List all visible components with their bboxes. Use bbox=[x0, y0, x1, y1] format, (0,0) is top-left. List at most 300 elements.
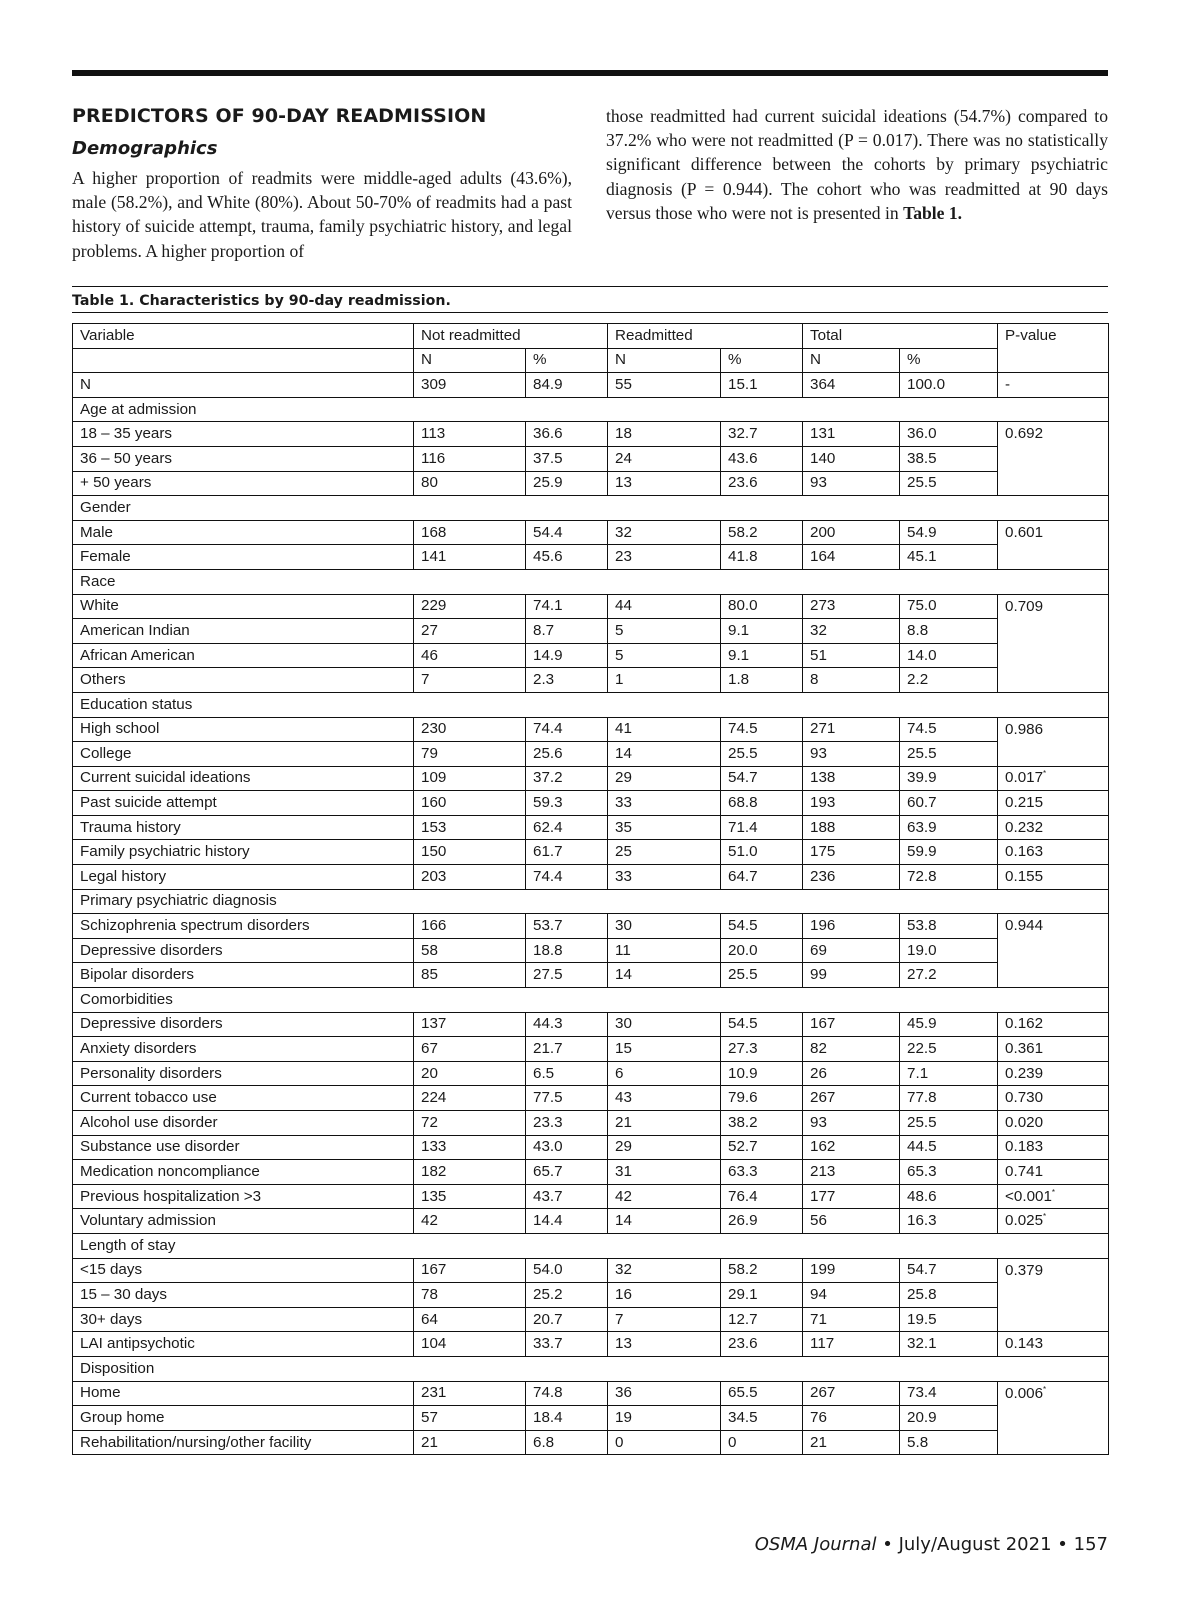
readmitted-pct: 23.6 bbox=[721, 1332, 803, 1357]
readmitted-n: 25 bbox=[608, 840, 721, 865]
p-value-text: 0.020 bbox=[1005, 1113, 1044, 1131]
total-n: 71 bbox=[803, 1307, 900, 1332]
not-readmitted-n: 85 bbox=[414, 963, 526, 988]
readmitted-pct: 63.3 bbox=[721, 1160, 803, 1185]
total-n: 196 bbox=[803, 914, 900, 939]
table-row bbox=[73, 815, 1109, 840]
total-n: 32 bbox=[803, 619, 900, 644]
readmitted-n: 5 bbox=[608, 643, 721, 668]
total-n: 164 bbox=[803, 545, 900, 570]
total-pct: 2.2 bbox=[900, 668, 998, 693]
variable-cell: <15 days bbox=[73, 1258, 414, 1283]
section-title-row bbox=[73, 692, 1109, 717]
p-value-text: 0.741 bbox=[1005, 1162, 1044, 1180]
table-row bbox=[73, 1012, 1109, 1037]
p-value-cell bbox=[998, 1135, 1109, 1160]
readmitted-n: 14 bbox=[608, 963, 721, 988]
total-pct: 25.8 bbox=[900, 1283, 998, 1308]
p-value-cell bbox=[998, 766, 1109, 791]
table-row bbox=[73, 446, 1109, 471]
not-readmitted-n: 133 bbox=[414, 1135, 526, 1160]
variable-cell: Trauma history bbox=[73, 815, 414, 840]
readmitted-n: 14 bbox=[608, 742, 721, 767]
variable-cell: 36 – 50 years bbox=[73, 446, 414, 471]
table-row bbox=[73, 1111, 1109, 1136]
not-readmitted-pct: 45.6 bbox=[526, 545, 608, 570]
readmitted-pct: 25.5 bbox=[721, 742, 803, 767]
readmitted-pct: 9.1 bbox=[721, 643, 803, 668]
not-readmitted-pct: 18.8 bbox=[526, 938, 608, 963]
p-value-cell bbox=[998, 1037, 1109, 1062]
total-n: 267 bbox=[803, 1381, 900, 1406]
variable-cell: Anxiety disorders bbox=[73, 1037, 414, 1062]
readmitted-n: 44 bbox=[608, 594, 721, 619]
readmitted-n: 19 bbox=[608, 1406, 721, 1431]
table-reference: Table 1. bbox=[903, 202, 963, 223]
not-readmitted-n: 230 bbox=[414, 717, 526, 742]
not-readmitted-n: 58 bbox=[414, 938, 526, 963]
readmitted-n: 13 bbox=[608, 471, 721, 496]
not-readmitted-n: 104 bbox=[414, 1332, 526, 1357]
significance-marker: * bbox=[1043, 1212, 1047, 1222]
readmitted-pct: 0 bbox=[721, 1430, 803, 1455]
not-readmitted-n: 141 bbox=[414, 545, 526, 570]
readmitted-n: 15 bbox=[608, 1037, 721, 1062]
total-n: 175 bbox=[803, 840, 900, 865]
p-value-cell bbox=[998, 1258, 1109, 1332]
section-title: Comorbidities bbox=[73, 988, 1109, 1013]
readmitted-n: 29 bbox=[608, 1135, 721, 1160]
not-readmitted-n: 166 bbox=[414, 914, 526, 939]
total-n: 177 bbox=[803, 1184, 900, 1209]
p-value-text: 0.692 bbox=[1005, 425, 1044, 443]
not-readmitted-n: 224 bbox=[414, 1086, 526, 1111]
not-readmitted-n: 20 bbox=[414, 1061, 526, 1086]
not-readmitted-pct: 74.4 bbox=[526, 717, 608, 742]
p-value-cell bbox=[998, 1086, 1109, 1111]
total-pct: 38.5 bbox=[900, 446, 998, 471]
total-n: 117 bbox=[803, 1332, 900, 1357]
total-n: 82 bbox=[803, 1037, 900, 1062]
variable-cell: African American bbox=[73, 643, 414, 668]
not-readmitted-pct: 74.4 bbox=[526, 865, 608, 890]
section-title: Primary psychiatric diagnosis bbox=[73, 889, 1109, 914]
table-row bbox=[73, 1258, 1109, 1283]
variable-cell: Bipolar disorders bbox=[73, 963, 414, 988]
total-n: 364 bbox=[803, 373, 900, 398]
not-readmitted-pct: 14.9 bbox=[526, 643, 608, 668]
variable-cell: Personality disorders bbox=[73, 1061, 414, 1086]
table-row bbox=[73, 717, 1109, 742]
total-pct: 100.0 bbox=[900, 373, 998, 398]
not-readmitted-n: 203 bbox=[414, 865, 526, 890]
total-pct: 59.9 bbox=[900, 840, 998, 865]
readmitted-pct: 74.5 bbox=[721, 717, 803, 742]
journal-issue: July/August 2021 bbox=[898, 1534, 1052, 1555]
p-value-text: 0.143 bbox=[1005, 1335, 1044, 1353]
variable-cell: Voluntary admission bbox=[73, 1209, 414, 1234]
table-row bbox=[73, 1430, 1109, 1455]
not-readmitted-n: 78 bbox=[414, 1283, 526, 1308]
not-readmitted-pct: 25.2 bbox=[526, 1283, 608, 1308]
p-value-text: 0.239 bbox=[1005, 1064, 1044, 1082]
right-column bbox=[606, 104, 1108, 225]
p-value-cell bbox=[998, 865, 1109, 890]
p-value-cell bbox=[998, 914, 1109, 988]
p-value-cell bbox=[998, 1111, 1109, 1136]
total-pct: 74.5 bbox=[900, 717, 998, 742]
table-row bbox=[73, 619, 1109, 644]
total-n: 131 bbox=[803, 422, 900, 447]
readmitted-pct: 41.8 bbox=[721, 545, 803, 570]
section-title: Length of stay bbox=[73, 1233, 1109, 1258]
variable-cell: Past suicide attempt bbox=[73, 791, 414, 816]
table-row bbox=[73, 471, 1109, 496]
total-n: 162 bbox=[803, 1135, 900, 1160]
section-title: Gender bbox=[73, 496, 1109, 521]
not-readmitted-n: 21 bbox=[414, 1430, 526, 1455]
total-n: 93 bbox=[803, 471, 900, 496]
readmitted-n: 33 bbox=[608, 791, 721, 816]
readmitted-pct: 32.7 bbox=[721, 422, 803, 447]
not-readmitted-pct: 25.6 bbox=[526, 742, 608, 767]
total-pct: 16.3 bbox=[900, 1209, 998, 1234]
footer-bullet: • bbox=[882, 1534, 893, 1555]
variable-cell: Depressive disorders bbox=[73, 1012, 414, 1037]
variable-cell: Female bbox=[73, 545, 414, 570]
table-row bbox=[73, 545, 1109, 570]
variable-cell: Rehabilitation/nursing/other facility bbox=[73, 1430, 414, 1455]
right-paragraph-text: those readmitted had current suicidal ideations (54.7%) compared to 37.2% who were not readmitted (P = 0.017). There was no statistically significant difference between the cohorts by primary psychiatric diagnosis (P = 0.944). The cohort who was readmitted at 90 days versus those who were not is presented in bbox=[606, 106, 1108, 223]
not-readmitted-n: 182 bbox=[414, 1160, 526, 1185]
readmitted-n: 23 bbox=[608, 545, 721, 570]
readmitted-n: 7 bbox=[608, 1307, 721, 1332]
p-value-cell bbox=[998, 717, 1109, 766]
variable-cell: Current suicidal ideations bbox=[73, 766, 414, 791]
p-value-cell bbox=[998, 815, 1109, 840]
readmitted-pct: 9.1 bbox=[721, 619, 803, 644]
readmitted-n: 0 bbox=[608, 1430, 721, 1455]
header-p-value: P-value bbox=[998, 324, 1109, 373]
p-value-text: 0.944 bbox=[1005, 917, 1044, 935]
total-pct: 36.0 bbox=[900, 422, 998, 447]
variable-cell: Previous hospitalization >3 bbox=[73, 1184, 414, 1209]
table-row bbox=[73, 1086, 1109, 1111]
readmitted-pct: 20.0 bbox=[721, 938, 803, 963]
table-row bbox=[73, 1307, 1109, 1332]
not-readmitted-n: 42 bbox=[414, 1209, 526, 1234]
variable-cell: Schizophrenia spectrum disorders bbox=[73, 914, 414, 939]
total-n: 21 bbox=[803, 1430, 900, 1455]
total-n: 99 bbox=[803, 963, 900, 988]
readmitted-pct: 80.0 bbox=[721, 594, 803, 619]
readmitted-n: 30 bbox=[608, 1012, 721, 1037]
readmitted-n: 24 bbox=[608, 446, 721, 471]
p-value-text: 0.183 bbox=[1005, 1138, 1044, 1156]
variable-cell: 30+ days bbox=[73, 1307, 414, 1332]
readmitted-pct: 58.2 bbox=[721, 520, 803, 545]
readmitted-pct: 26.9 bbox=[721, 1209, 803, 1234]
p-value-cell bbox=[998, 1184, 1109, 1209]
total-n: 167 bbox=[803, 1012, 900, 1037]
variable-cell: Legal history bbox=[73, 865, 414, 890]
subheader-pct: % bbox=[900, 348, 998, 373]
not-readmitted-n: 137 bbox=[414, 1012, 526, 1037]
not-readmitted-n: 7 bbox=[414, 668, 526, 693]
p-value-text: 0.017 bbox=[1005, 769, 1044, 787]
not-readmitted-n: 64 bbox=[414, 1307, 526, 1332]
readmitted-pct: 34.5 bbox=[721, 1406, 803, 1431]
readmitted-n: 32 bbox=[608, 1258, 721, 1283]
not-readmitted-n: 309 bbox=[414, 373, 526, 398]
right-paragraph bbox=[606, 104, 1108, 225]
significance-marker: * bbox=[1043, 769, 1047, 779]
not-readmitted-n: 57 bbox=[414, 1406, 526, 1431]
total-pct: 48.6 bbox=[900, 1184, 998, 1209]
not-readmitted-pct: 18.4 bbox=[526, 1406, 608, 1431]
not-readmitted-n: 80 bbox=[414, 471, 526, 496]
total-n: 273 bbox=[803, 594, 900, 619]
not-readmitted-pct: 84.9 bbox=[526, 373, 608, 398]
not-readmitted-pct: 62.4 bbox=[526, 815, 608, 840]
not-readmitted-pct: 37.2 bbox=[526, 766, 608, 791]
not-readmitted-n: 167 bbox=[414, 1258, 526, 1283]
readmitted-n: 31 bbox=[608, 1160, 721, 1185]
p-value-text: 0.361 bbox=[1005, 1040, 1044, 1058]
readmitted-pct: 58.2 bbox=[721, 1258, 803, 1283]
total-pct: 25.5 bbox=[900, 742, 998, 767]
not-readmitted-n: 160 bbox=[414, 791, 526, 816]
total-pct: 45.9 bbox=[900, 1012, 998, 1037]
readmitted-n: 35 bbox=[608, 815, 721, 840]
not-readmitted-pct: 74.1 bbox=[526, 594, 608, 619]
readmitted-n: 32 bbox=[608, 520, 721, 545]
p-value-text: 0.986 bbox=[1005, 720, 1044, 738]
p-value-text: 0.025 bbox=[1005, 1212, 1044, 1230]
table-row bbox=[73, 643, 1109, 668]
readmitted-n: 29 bbox=[608, 766, 721, 791]
readmitted-pct: 25.5 bbox=[721, 963, 803, 988]
not-readmitted-pct: 54.0 bbox=[526, 1258, 608, 1283]
readmitted-pct: 64.7 bbox=[721, 865, 803, 890]
p-value-text: 0.379 bbox=[1005, 1261, 1044, 1279]
variable-cell: Others bbox=[73, 668, 414, 693]
table-row bbox=[73, 520, 1109, 545]
readmitted-n: 14 bbox=[608, 1209, 721, 1234]
readmitted-n: 13 bbox=[608, 1332, 721, 1357]
table-row bbox=[73, 766, 1109, 791]
p-value-cell bbox=[998, 1061, 1109, 1086]
not-readmitted-n: 116 bbox=[414, 446, 526, 471]
p-value-text: 0.163 bbox=[1005, 843, 1044, 861]
readmitted-pct: 54.5 bbox=[721, 914, 803, 939]
variable-cell: 18 – 35 years bbox=[73, 422, 414, 447]
table-row bbox=[73, 914, 1109, 939]
readmitted-pct: 52.7 bbox=[721, 1135, 803, 1160]
total-pct: 77.8 bbox=[900, 1086, 998, 1111]
table-row bbox=[73, 865, 1109, 890]
total-n: 93 bbox=[803, 742, 900, 767]
readmitted-pct: 51.0 bbox=[721, 840, 803, 865]
section-title: Education status bbox=[73, 692, 1109, 717]
readmitted-pct: 27.3 bbox=[721, 1037, 803, 1062]
not-readmitted-n: 109 bbox=[414, 766, 526, 791]
not-readmitted-n: 79 bbox=[414, 742, 526, 767]
not-readmitted-pct: 77.5 bbox=[526, 1086, 608, 1111]
not-readmitted-n: 113 bbox=[414, 422, 526, 447]
not-readmitted-n: 231 bbox=[414, 1381, 526, 1406]
not-readmitted-n: 72 bbox=[414, 1111, 526, 1136]
variable-cell: Current tobacco use bbox=[73, 1086, 414, 1111]
table-row bbox=[73, 1184, 1109, 1209]
section-title: Age at admission bbox=[73, 397, 1109, 422]
table-header-row bbox=[73, 324, 1109, 349]
section-title-row bbox=[73, 889, 1109, 914]
table-row bbox=[73, 742, 1109, 767]
section-title-row bbox=[73, 1356, 1109, 1381]
total-n: 94 bbox=[803, 1283, 900, 1308]
p-value-cell bbox=[998, 422, 1109, 496]
subheader-n: N bbox=[608, 348, 721, 373]
total-pct: 44.5 bbox=[900, 1135, 998, 1160]
total-pct: 54.7 bbox=[900, 1258, 998, 1283]
total-pct: 32.1 bbox=[900, 1332, 998, 1357]
p-value-cell bbox=[998, 1381, 1109, 1455]
section-title-row bbox=[73, 397, 1109, 422]
p-value-text: 0.155 bbox=[1005, 867, 1044, 885]
subheader-pct: % bbox=[526, 348, 608, 373]
p-value-text: 0.601 bbox=[1005, 523, 1044, 541]
p-value-cell bbox=[998, 1012, 1109, 1037]
readmitted-n: 5 bbox=[608, 619, 721, 644]
total-n: 267 bbox=[803, 1086, 900, 1111]
total-n: 271 bbox=[803, 717, 900, 742]
total-pct: 25.5 bbox=[900, 471, 998, 496]
total-pct: 5.8 bbox=[900, 1430, 998, 1455]
significance-marker: * bbox=[1043, 1384, 1047, 1394]
top-rule bbox=[72, 70, 1108, 76]
total-n: 213 bbox=[803, 1160, 900, 1185]
not-readmitted-n: 229 bbox=[414, 594, 526, 619]
subheader-pct: % bbox=[721, 348, 803, 373]
table-row bbox=[73, 1209, 1109, 1234]
variable-cell: N bbox=[73, 373, 414, 398]
table-body bbox=[73, 324, 1109, 1455]
p-value-cell bbox=[998, 1332, 1109, 1357]
subsection-heading: Demographics bbox=[72, 138, 218, 159]
total-n: 193 bbox=[803, 791, 900, 816]
variable-cell: + 50 years bbox=[73, 471, 414, 496]
section-title: Disposition bbox=[73, 1356, 1109, 1381]
section-heading: PREDICTORS OF 90-DAY READMISSION bbox=[72, 105, 487, 127]
not-readmitted-pct: 53.7 bbox=[526, 914, 608, 939]
total-n: 188 bbox=[803, 815, 900, 840]
total-pct: 14.0 bbox=[900, 643, 998, 668]
readmitted-n: 6 bbox=[608, 1061, 721, 1086]
not-readmitted-pct: 43.7 bbox=[526, 1184, 608, 1209]
p-value-text: <0.001 bbox=[1005, 1187, 1052, 1205]
subheader-n: N bbox=[803, 348, 900, 373]
not-readmitted-pct: 8.7 bbox=[526, 619, 608, 644]
p-value-text: 0.232 bbox=[1005, 818, 1044, 836]
readmitted-n: 33 bbox=[608, 865, 721, 890]
total-pct: 19.0 bbox=[900, 938, 998, 963]
readmitted-pct: 68.8 bbox=[721, 791, 803, 816]
total-pct: 20.9 bbox=[900, 1406, 998, 1431]
not-readmitted-pct: 65.7 bbox=[526, 1160, 608, 1185]
total-n: 199 bbox=[803, 1258, 900, 1283]
readmitted-n: 1 bbox=[608, 668, 721, 693]
variable-cell: Group home bbox=[73, 1406, 414, 1431]
variable-cell: Home bbox=[73, 1381, 414, 1406]
not-readmitted-pct: 36.6 bbox=[526, 422, 608, 447]
page-footer bbox=[755, 1534, 1108, 1555]
not-readmitted-pct: 54.4 bbox=[526, 520, 608, 545]
total-n: 93 bbox=[803, 1111, 900, 1136]
readmitted-n: 55 bbox=[608, 373, 721, 398]
readmitted-pct: 43.6 bbox=[721, 446, 803, 471]
not-readmitted-pct: 21.7 bbox=[526, 1037, 608, 1062]
section-title-row bbox=[73, 496, 1109, 521]
variable-cell: American Indian bbox=[73, 619, 414, 644]
total-n: 200 bbox=[803, 520, 900, 545]
table-row bbox=[73, 1135, 1109, 1160]
readmitted-n: 18 bbox=[608, 422, 721, 447]
variable-cell: Alcohol use disorder bbox=[73, 1111, 414, 1136]
p-value-cell bbox=[998, 1160, 1109, 1185]
total-pct: 73.4 bbox=[900, 1381, 998, 1406]
variable-cell: White bbox=[73, 594, 414, 619]
total-pct: 19.5 bbox=[900, 1307, 998, 1332]
total-n: 76 bbox=[803, 1406, 900, 1431]
not-readmitted-pct: 27.5 bbox=[526, 963, 608, 988]
subheader-blank bbox=[73, 348, 414, 373]
not-readmitted-pct: 59.3 bbox=[526, 791, 608, 816]
not-readmitted-pct: 6.5 bbox=[526, 1061, 608, 1086]
significance-marker: * bbox=[1051, 1187, 1056, 1197]
readmitted-pct: 76.4 bbox=[721, 1184, 803, 1209]
total-n: 69 bbox=[803, 938, 900, 963]
total-n: 56 bbox=[803, 1209, 900, 1234]
variable-cell: College bbox=[73, 742, 414, 767]
caption-rule-bottom bbox=[72, 312, 1108, 313]
table-row bbox=[73, 840, 1109, 865]
not-readmitted-pct: 20.7 bbox=[526, 1307, 608, 1332]
not-readmitted-pct: 44.3 bbox=[526, 1012, 608, 1037]
table-row bbox=[73, 1061, 1109, 1086]
not-readmitted-pct: 61.7 bbox=[526, 840, 608, 865]
p-value-cell bbox=[998, 1209, 1109, 1234]
table-subheader-row bbox=[73, 348, 1109, 373]
table-caption: Table 1. Characteristics by 90-day readmission. bbox=[72, 293, 451, 309]
left-paragraph: A higher proportion of readmits were middle-aged adults (43.6%), male (58.2%), and White (80%). About 50-70% of readmits had a past history of suicide attempt, trauma, family psychiatric history, and legal problems. A higher proportion of bbox=[72, 168, 572, 261]
variable-cell: Depressive disorders bbox=[73, 938, 414, 963]
header-variable: Variable bbox=[73, 324, 414, 349]
variable-cell: Family psychiatric history bbox=[73, 840, 414, 865]
not-readmitted-n: 46 bbox=[414, 643, 526, 668]
total-pct: 60.7 bbox=[900, 791, 998, 816]
subheader-n: N bbox=[414, 348, 526, 373]
readmitted-n: 16 bbox=[608, 1283, 721, 1308]
total-n: 140 bbox=[803, 446, 900, 471]
not-readmitted-pct: 2.3 bbox=[526, 668, 608, 693]
readmitted-pct: 10.9 bbox=[721, 1061, 803, 1086]
p-value-cell bbox=[998, 594, 1109, 692]
total-pct: 63.9 bbox=[900, 815, 998, 840]
readmitted-pct: 79.6 bbox=[721, 1086, 803, 1111]
total-pct: 7.1 bbox=[900, 1061, 998, 1086]
table-row bbox=[73, 1283, 1109, 1308]
